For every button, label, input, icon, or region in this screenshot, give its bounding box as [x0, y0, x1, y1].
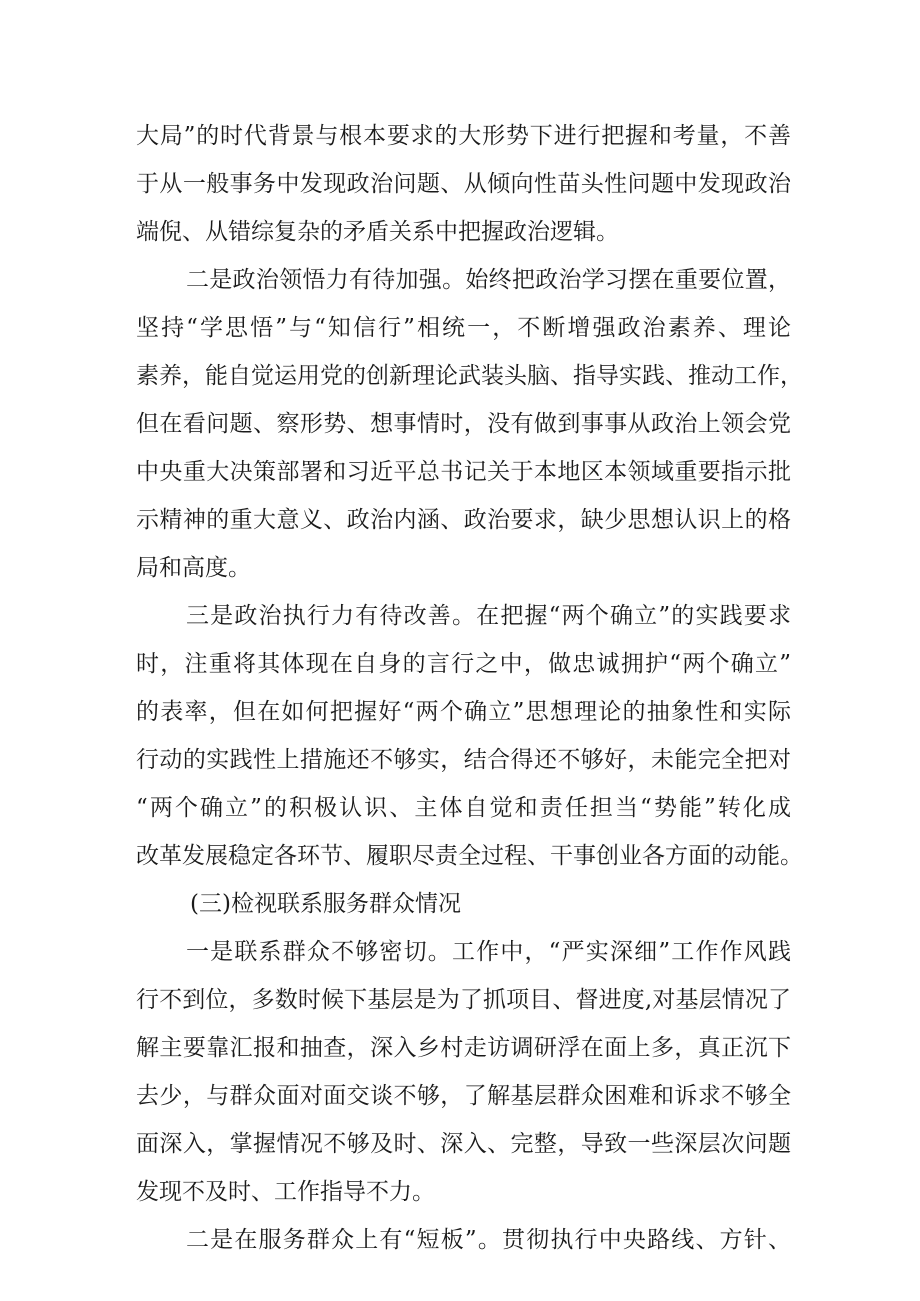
section-heading: (三)检视联系服务群众情况 — [190, 891, 461, 917]
paragraph-line: 发现不及时、工作指导不力。 — [136, 1179, 435, 1205]
paragraph-line: 二是在服务群众上有“短板”。贯彻执行中央路线、方针、 — [186, 1227, 791, 1253]
paragraph-line: 去少，与群众面对面交谈不够，了解基层群众困难和诉求不够全 — [136, 1083, 791, 1109]
paragraph-line: 但在看问题、察形势、想事情时，没有做到事事从政治上领会党 — [136, 411, 791, 437]
paragraph-line: “两个确立”的积极认识、主体自觉和责任担当“势能”转化成 — [136, 795, 791, 821]
paragraph-line: 面深入，掌握情况不够及时、深入、完整，导致一些深层次问题 — [136, 1131, 791, 1157]
paragraph-line: 于从一般事务中发现政治问题、从倾向性苗头性问题中发现政治 — [136, 171, 791, 197]
paragraph-line: 坚持“学思悟”与“知信行”相统一，不断增强政治素养、理论 — [136, 315, 791, 341]
paragraph-line: 行不到位，多数时候下基层是为了抓项目、督进度,对基层情况了 — [136, 987, 791, 1013]
paragraph-line: 中央重大决策部署和习近平总书记关于本地区本领域重要指示批 — [136, 459, 791, 485]
paragraph-line: 行动的实践性上措施还不够实，结合得还不够好，未能完全把对 — [136, 747, 791, 773]
paragraph-line: 二是政治领悟力有待加强。始终把政治学习摆在重要位置， — [186, 267, 791, 293]
paragraph-line: 一是联系群众不够密切。工作中，“严实深细”工作作风践 — [186, 939, 791, 965]
paragraph-line: 大局”的时代背景与根本要求的大形势下进行把握和考量，不善 — [136, 123, 791, 149]
paragraph-line: 端倪、从错综复杂的矛盾关系中把握政治逻辑。 — [136, 219, 619, 245]
paragraph-line: 改革发展稳定各环节、履职尽责全过程、干事创业各方面的动能。 — [136, 843, 803, 869]
paragraph-line: 的表率，但在如何把握好“两个确立”思想理论的抽象性和实际 — [136, 699, 791, 725]
paragraph-line: 素养，能自觉运用党的创新理论武装头脑、指导实践、推动工作， — [136, 363, 803, 389]
paragraph-line: 时，注重将其体现在自身的言行之中，做忠诚拥护“两个确立” — [136, 651, 791, 677]
paragraph-line: 解主要靠汇报和抽查，深入乡村走访调研浮在面上多，真正沉下 — [136, 1035, 791, 1061]
paragraph-line: 三是政治执行力有待改善。在把握“两个确立”的实践要求 — [186, 603, 791, 629]
paragraph-line: 局和高度。 — [136, 555, 251, 581]
paragraph-line: 示精神的重大意义、政治内涵、政治要求，缺少思想认识上的格 — [136, 507, 791, 533]
